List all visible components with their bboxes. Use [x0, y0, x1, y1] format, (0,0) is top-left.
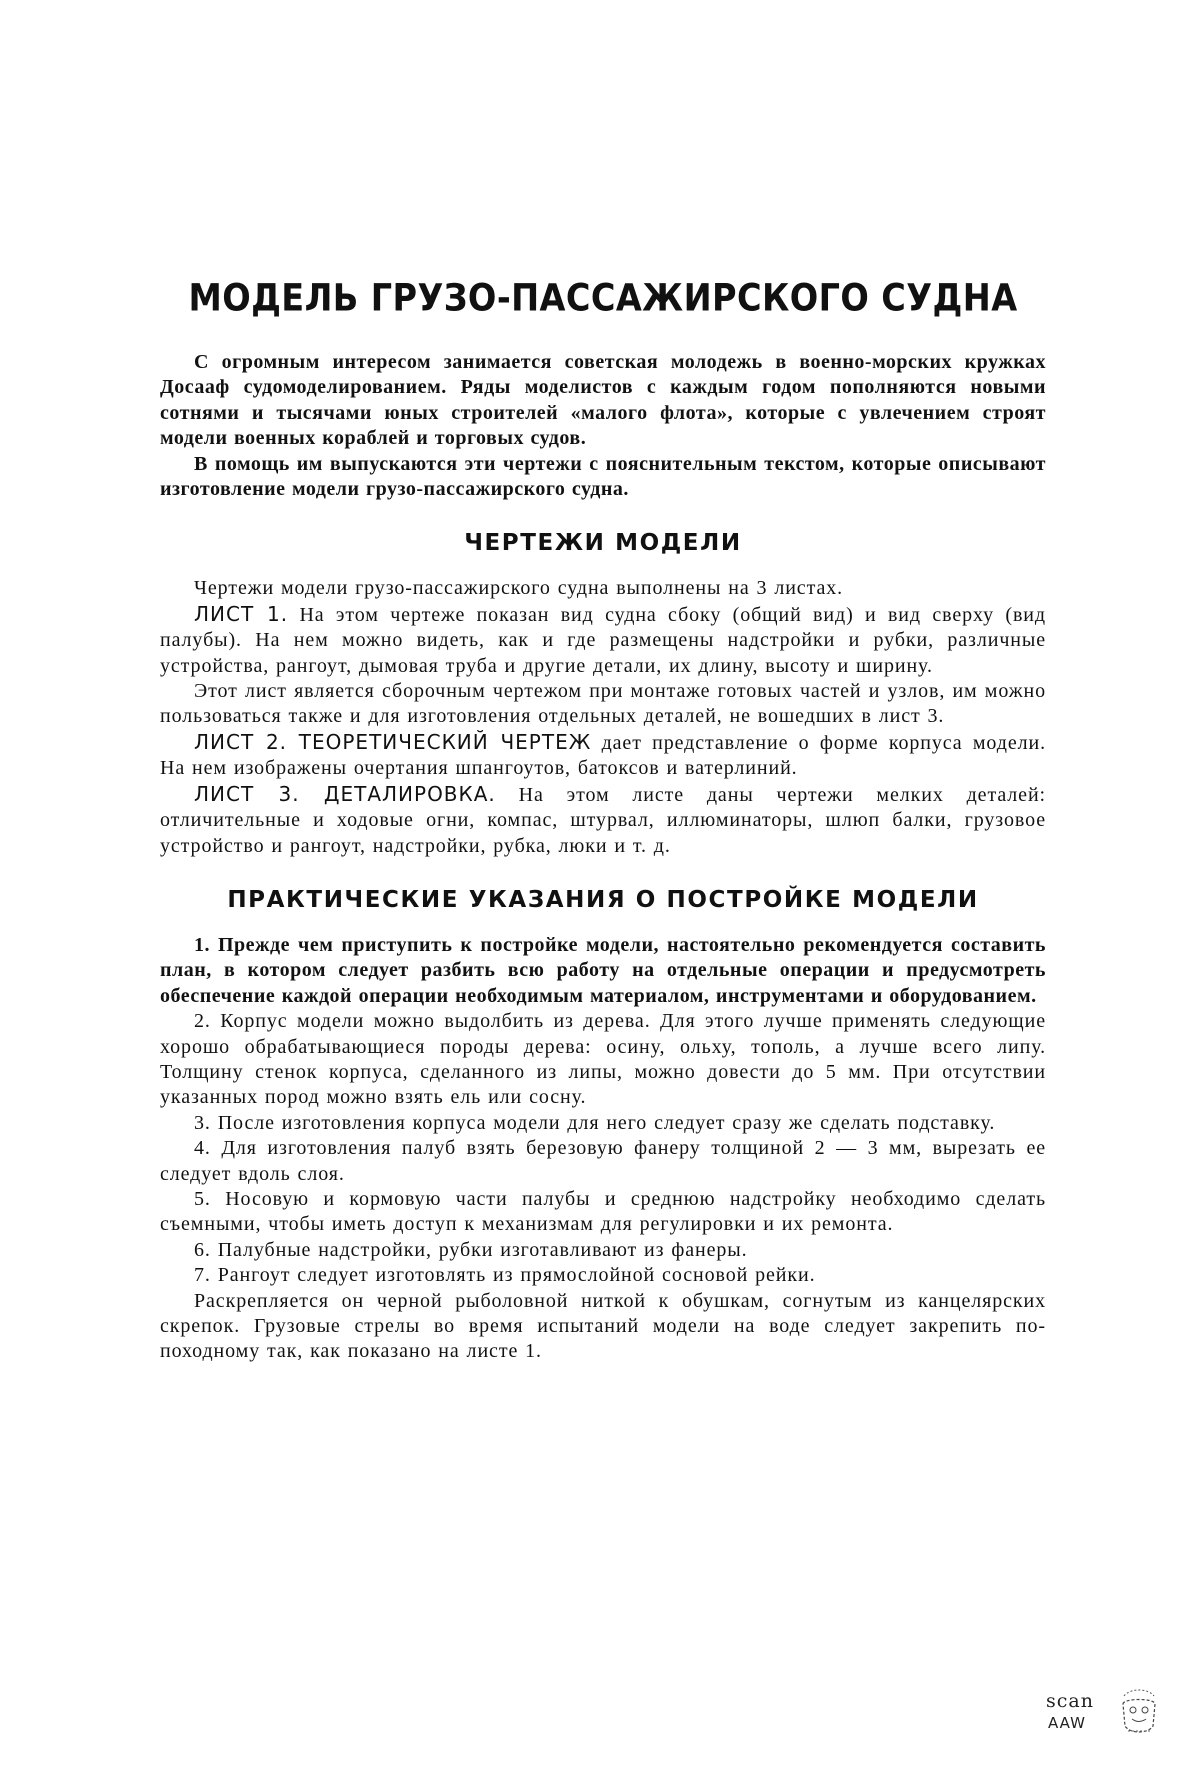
- watermark-scan-text: scan: [1046, 1690, 1094, 1712]
- instruction-item-6: 6. Палубные надстройки, рубки изготавливают из фанеры.: [160, 1238, 1046, 1263]
- sheet-2-text: дает представление о форме корпуса модели. На нем изображены очертания шпангоутов, батоксов и ватерлиний.: [160, 732, 1046, 779]
- sheet-1-paragraph: [160, 602, 1046, 679]
- intro-paragraph-2: В помощь им выпускаются эти чертежи с пояснительным текстом, которые описывают изготовление модели грузо-пассажирского судна.: [160, 452, 1046, 503]
- instruction-item-2: 2. Корпус модели можно выдолбить из дерева. Для этого лучше применять следующие хорошо обрабатывающиеся породы дерева: осину, ольху, тополь, а лучше всего липу. Толщину стенок корпуса, сделанного из липы, можно довести до 5 мм. При отсутствии указанных пород можно взять ель или сосну.: [160, 1009, 1046, 1111]
- sheet-1-text: На этом чертеже показан вид судна сбоку (общий вид) и вид сверху (вид палубы). На нем можно видеть, как и где размещены надстройки и рубки, различные устройства, рангоут, дымовая труба и другие детали, их длину, высоту и ширину.: [160, 604, 1046, 677]
- instruction-item-1: 1. Прежде чем приступить к постройке модели, настоятельно рекомендуется составить план, в котором следует разбить всю работу на отдельные операции и предусмотреть обеспечение каждой операции необходимым материалом, инструментами и оборудованием.: [160, 933, 1046, 1009]
- sheet-1-label: ЛИСТ 1.: [194, 602, 288, 626]
- scanner-watermark: [1046, 1686, 1158, 1740]
- sheet-2-label: ЛИСТ 2. ТЕОРЕТИЧЕСКИЙ ЧЕРТЕЖ: [194, 730, 591, 754]
- instruction-item-5: 5. Носовую и кормовую части палубы и среднюю надстройку необходимо сделать съемными, чтобы иметь доступ к механизмам для регулировки и их ремонта.: [160, 1187, 1046, 1238]
- instruction-item-8: Раскрепляется он черной рыболовной ниткой к обушкам, согнутым из канцелярских скрепок. Грузовые стрелы во время испытаний модели на воде следует закрепить по-походному так, как показано на листе 1.: [160, 1289, 1046, 1365]
- drawings-intro: Чертежи модели грузо-пассажирского судна выполнены на 3 листах.: [160, 576, 1046, 601]
- instruction-item-3: 3. После изготовления корпуса модели для него следует сразу же сделать подставку.: [160, 1111, 1046, 1136]
- sheet-3-paragraph: [160, 782, 1046, 859]
- intro-paragraph-1: С огромным интересом занимается советская молодежь в военно-морских кружках Досааф судомоделированием. Ряды моделистов с каждым годом пополняются новыми сотнями и тысячами юных строителей «малого флота», которые с увлечением строят модели военных кораблей и торговых судов.: [160, 350, 1046, 452]
- sheet-3-text: На этом листе даны чертежи мелких деталей: отличительные и ходовые огни, компас, штурвал, иллюминаторы, шлюп балки, грузовое устройство и рангоут, надстройки, рубка, люки и т. д.: [160, 784, 1046, 857]
- assembly-note: Этот лист является сборочным чертежом при монтаже готовых частей и узлов, им можно пользоваться также и для изготовления отдельных деталей, не вошедших в лист 3.: [160, 679, 1046, 730]
- instruction-item-7: 7. Рангоут следует изготовлять из прямослойной сосновой рейки.: [160, 1263, 1046, 1288]
- document-page: [160, 276, 1046, 1365]
- instructions-heading: ПРАКТИЧЕСКИЕ УКАЗАНИЯ О ПОСТРОЙКЕ МОДЕЛИ: [160, 885, 1046, 915]
- watermark-stamp-icon: [1120, 1686, 1158, 1738]
- watermark-aaw-text: AAW: [1048, 1714, 1086, 1732]
- sheet-3-label: ЛИСТ 3. ДЕТАЛИРОВКА.: [194, 782, 496, 806]
- sheet-2-paragraph: [160, 730, 1046, 782]
- drawings-heading: ЧЕРТЕЖИ МОДЕЛИ: [160, 528, 1046, 558]
- page-title: МОДЕЛЬ ГРУЗО-ПАССАЖИРСКОГО СУДНА: [160, 273, 1046, 322]
- instruction-item-4: 4. Для изготовления палуб взять березовую фанеру толщиной 2 — 3 мм, вырезать ее следует вдоль слоя.: [160, 1136, 1046, 1187]
